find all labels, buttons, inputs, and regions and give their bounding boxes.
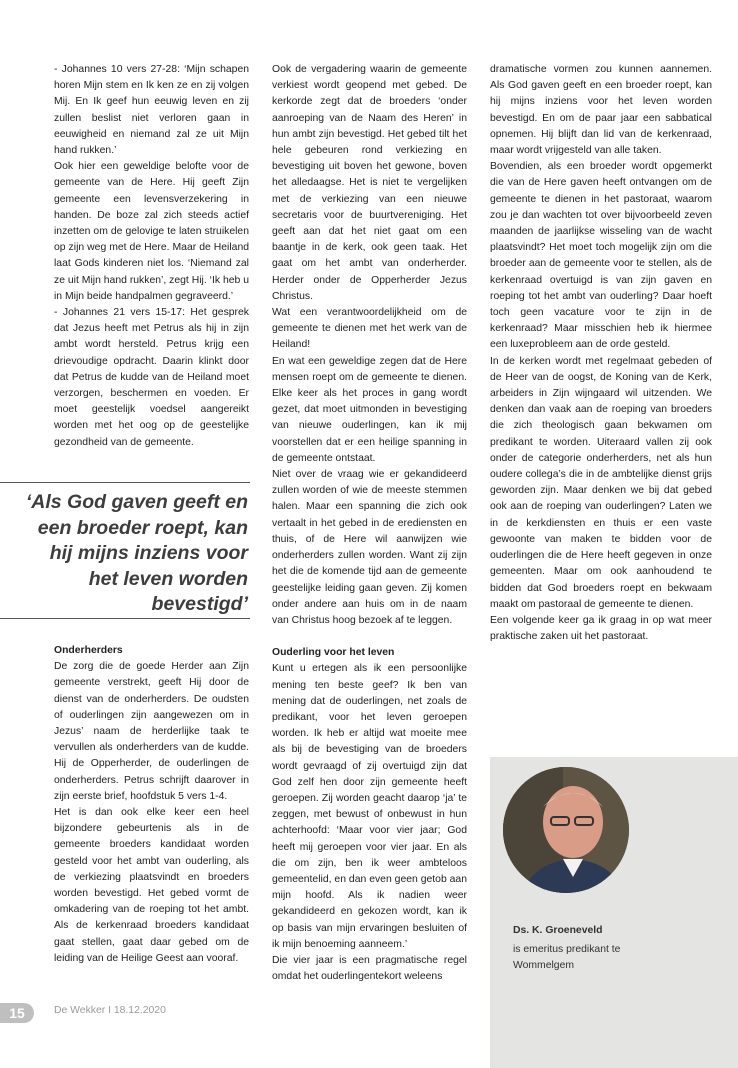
quote-bottom-rule bbox=[0, 618, 250, 619]
column-2 bbox=[272, 62, 467, 985]
paragraph: - Johannes 21 vers 15-17: Het gesprek dat Jezus heeft met Petrus als hij in zijn ambt wordt hersteld. Petrus krijg een drievoudige opdracht. Daarin klinkt door dat Petrus de kudde van de Heiland moet verzorgen, beschermen en voeden. Er moet geestelijk voedsel aangereikt worden met het oog op de geestelijke gezondheid van de gemeente. bbox=[54, 307, 249, 448]
paragraph: Wat een verantwoordelijkheid om de gemeente te dienen met het werk van de Heiland! bbox=[272, 307, 467, 351]
paragraph: In de kerken wordt met regelmaat gebeden of de Heer van de oogst, de Koning van de Kerk, arbeiders in Zijn wijngaard wil uitzenden. We denken dan vaak aan de roeping van broeders die zich theologisch gaan bekwamen om predikant te worden. Uiteraard vallen zij ook onder de categorie onderherders, net als hun oudere collega’s die in de ambtelijke dienst grijs geworden zijn. Maar denken we bij dat gebed ook aan de roeping van ouderlingen? Laten we in de kerkdiensten en thuis er een vaste gewoonte van maken te bidden voor de ouderlingen die de Here heeft gegeven in onze gemeenten. Maar om ook aanhoudend te bidden dat God broeders roept en bekwaam maakt om pastoraal de gemeente te dienen. bbox=[490, 355, 712, 610]
paragraph: Kunt u ertegen als ik een persoonlijke mening ten beste geef? Ik ben van mening dat de ouderlingen, net zoals de predikant, voor het leven geroepen worden. Ik heb er altijd wat moeite mee als bij de bevestiging van de broeders wordt gevraagd of zij overtuigd zijn dat God zelf hen door zijn gemeente heeft geroepen. Zij worden geacht daarop ‘ja’ te zeggen, met bewust of onbewust in hun achterhoofd: ‘Maar voor vier jaar; God heeft mij geroepen voor vier jaar. En als die om zijn, ben ik weer ambteloos gemeentelid, en dan even geen getob aan mijn hoofd. Als ik nadien weer gekandideerd en gekozen wordt, kan ik op basis van mijn ervaringen besluiten of ik mijn benoeming aanneem.’ bbox=[272, 663, 467, 950]
author-photo bbox=[503, 767, 629, 893]
section-heading-ouderling: Ouderling voor het leven bbox=[272, 647, 395, 659]
paragraph: dramatische vormen zou kunnen aannemen. Als God gaven geeft en een broeder roept, kan hij mijns inziens voor het leven worden bevestigd. En om de paar jaar een sabbatical opnemen. Hij blijft dan lid van de kerkenraad, maar wordt vrijgesteld van alle taken. bbox=[490, 64, 712, 157]
paragraph: Een volgende keer ga ik graag in op wat meer praktische zaken uit het pastoraat. bbox=[490, 614, 712, 643]
paragraph: Die vier jaar is een pragmatische regel omdat het ouderlingentekort weleens bbox=[272, 954, 467, 983]
paragraph: Het is dan ook elke keer een heel bijzondere gebeurtenis als in de gemeente broeders kandidaat worden gesteld voor het ambt van ouderling, als de verkiezing plaatsvindt en broeders worden bevestigd. Het gebed vormt de omkadering van de roeping tot het ambt. Als de kerkenraad broeders kandidaat gaat stellen, gaat daar gebed om de leiding van de Heilige Geest aan vooraf. bbox=[54, 807, 249, 964]
paragraph: - Johannes 10 vers 27-28: ‘Mijn schapen horen Mijn stem en Ik ken ze en zij volgen Mij. En Ik geef hun eeuwig leven en zij zullen beslist niet verloren gaan in eeuwigheid en niemand zal ze uit Mijn hand rukken.’ bbox=[54, 64, 249, 157]
author-bio: is emeritus predikant te Wommelgem bbox=[513, 944, 621, 972]
column-3 bbox=[490, 62, 712, 645]
paragraph: En wat een geweldige zegen dat de Here mensen roept om de gemeente te dienen. Elke keer als het proces in gang wordt gezet, dat moet uitmonden in bevestiging van nieuwe ouderlingen, kan ik mij voorstellen dat er een heilige spanning in de gemeente ontstaat. bbox=[272, 355, 467, 464]
paragraph: Ook hier een geweldige belofte voor de gemeente van de Here. Hij geeft Zijn gemeente een levensverzekering in handen. De boze zal zich steeds actief inzetten om de gelovige te laten struikelen op zijn weg met de Here. Maar de Heiland laat Gods kinderen niet los. ‘Niemand zal ze uit Mijn hand rukken’, zegt Hij. ‘Ik heb u in Mijn beide handpalmen gegraveerd.’ bbox=[54, 161, 249, 302]
page-number: 15 bbox=[0, 1003, 34, 1023]
column-1-bottom bbox=[54, 643, 249, 967]
author-name: Ds. K. Groeneveld bbox=[513, 925, 603, 936]
footer-publication: De Wekker I 18.12.2020 bbox=[54, 1005, 166, 1016]
paragraph: Bovendien, als een broeder wordt opgemerkt die van de Here gaven heeft ontvangen om de gemeente te dienen in het pastoraat, waarom zou je dan wachten tot over bijvoorbeeld zeven maanden de jaarlijkse wisseling van de wacht plaatsvindt? Het moet toch mogelijk zijn om die broeder aan de gemeente voor te stellen, als de kerkenraad overtuigd is van zijn gaven en roeping tot het ambt van ouderling? Daar hoeft toch geen vacature voor te zijn in de kerkenraad? Maar misschien heb ik hiermee een luxeprobleem aan de orde gesteld. bbox=[490, 161, 712, 351]
column-1-top bbox=[54, 62, 249, 451]
section-heading-onderherders: Onderherders bbox=[54, 645, 123, 656]
paragraph: Ook de vergadering waarin de gemeente verkiest wordt geopend met gebed. De kerkorde zegt dat de broeders ‘onder aanroeping van de Naam des Heren’ in hun ambt zijn bevestigd. Het gebed tilt het hele gebeuren rond verkiezing en bevestiging uit boven het gewone, boven het alledaagse. Het is niet te vergelijken met de verkiezing van een nieuwe secretaris voor de buurtvereniging. Het geeft aan dat het niet gaat om een baantje in de kerk, ook geen taak. Het gaat om het ambt van onderherder. Herder onder de Opperherder Jezus Christus. bbox=[272, 64, 467, 302]
paragraph: Niet over de vraag wie er gekandideerd zullen worden of wie de meeste stemmen halen. Maar een spanning die zich ook vertaalt in het gebed in de erediensten en thuis, of de Here wil aanwijzen wie onderherders zullen worden. Want zij zijn het die de komende tijd aan de gemeente geestelijke leiding gaan geven. Zij komen onder andere aan huis om in de naam van Christus hoog bezoek af te leggen. bbox=[272, 469, 467, 626]
quote-top-rule bbox=[0, 482, 250, 483]
paragraph: De zorg die de goede Herder aan Zijn gemeente verstrekt, geeft Hij door de dienst van de onderherders. De oudsten of ouderlingen zijn aangewezen om in Jezus’ naam de herderlijke taak te vervullen als onderherders van de kudde. Hij de Opperherder, de ouderlingen de onderherders. Petrus schrijft daarover in zijn eerste brief, hoofdstuk 5 vers 1-4. bbox=[54, 661, 249, 802]
pull-quote: ‘Als God gaven geeft en een broeder roept, kan hij mijns inziens voor het leven worden bevestigd’ bbox=[25, 491, 248, 616]
